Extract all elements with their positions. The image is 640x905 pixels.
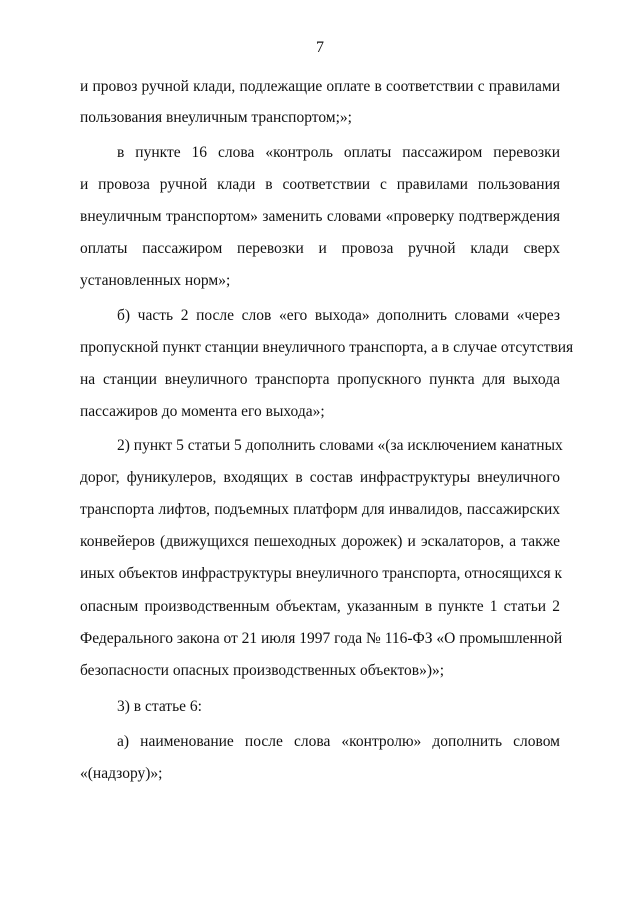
text-line: оплаты пассажиром перевозки и провоза ручной клади сверх <box>80 240 560 257</box>
text-line: опасным производственным объектам, указанным в пункте 1 статьи 2 <box>80 598 560 615</box>
text-line: внеуличным транспортом» заменить словами «проверку подтверждения <box>80 208 560 225</box>
text-line: установленных норм»; <box>80 272 231 289</box>
page-number: 7 <box>316 39 324 56</box>
text-line: и провоз ручной клади, подлежащие оплате в соответствии с правилами <box>80 78 560 95</box>
text-line: дорог, фуникулеров, входящих в состав инфраструктуры внеуличного <box>80 469 560 486</box>
text-line: иных объектов инфраструктуры внеуличного транспорта, относящихся к <box>80 565 562 582</box>
paragraph-first-line: 3) в статье 6: <box>117 698 202 715</box>
text-line: «(надзору)»; <box>80 765 163 782</box>
text-line: безопасности опасных производственных объектов»)»; <box>80 662 445 679</box>
paragraph-first-line: в пункте 16 слова «контроль оплаты пассажиром перевозки <box>117 144 560 161</box>
text-line: пропускной пункт станции внеуличного транспорта, а в случае отсутствия <box>80 339 574 356</box>
text-line: на станции внеуличного транспорта пропускного пункта для выхода <box>80 371 560 388</box>
paragraph-first-line: 2) пункт 5 статьи 5 дополнить словами «(за исключением канатных <box>117 437 563 454</box>
text-line: пассажиров до момента его выхода»; <box>80 403 325 420</box>
text-line: Федерального закона от 21 июля 1997 года № 116-ФЗ «О промышленной <box>80 630 563 647</box>
paragraph-first-line: б) часть 2 после слов «его выхода» дополнить словами «через <box>117 307 560 324</box>
paragraph-first-line: а) наименование после слова «контролю» дополнить словом <box>117 733 560 750</box>
text-line: транспорта лифтов, подъемных платформ для инвалидов, пассажирских <box>80 501 560 518</box>
text-line: конвейеров (движущихся пешеходных дорожек) и эскалаторов, а также <box>80 533 560 550</box>
text-line: и провоза ручной клади в соответствии с правилами пользования <box>80 176 560 193</box>
text-line: пользования внеуличным транспортом;»; <box>80 109 352 126</box>
